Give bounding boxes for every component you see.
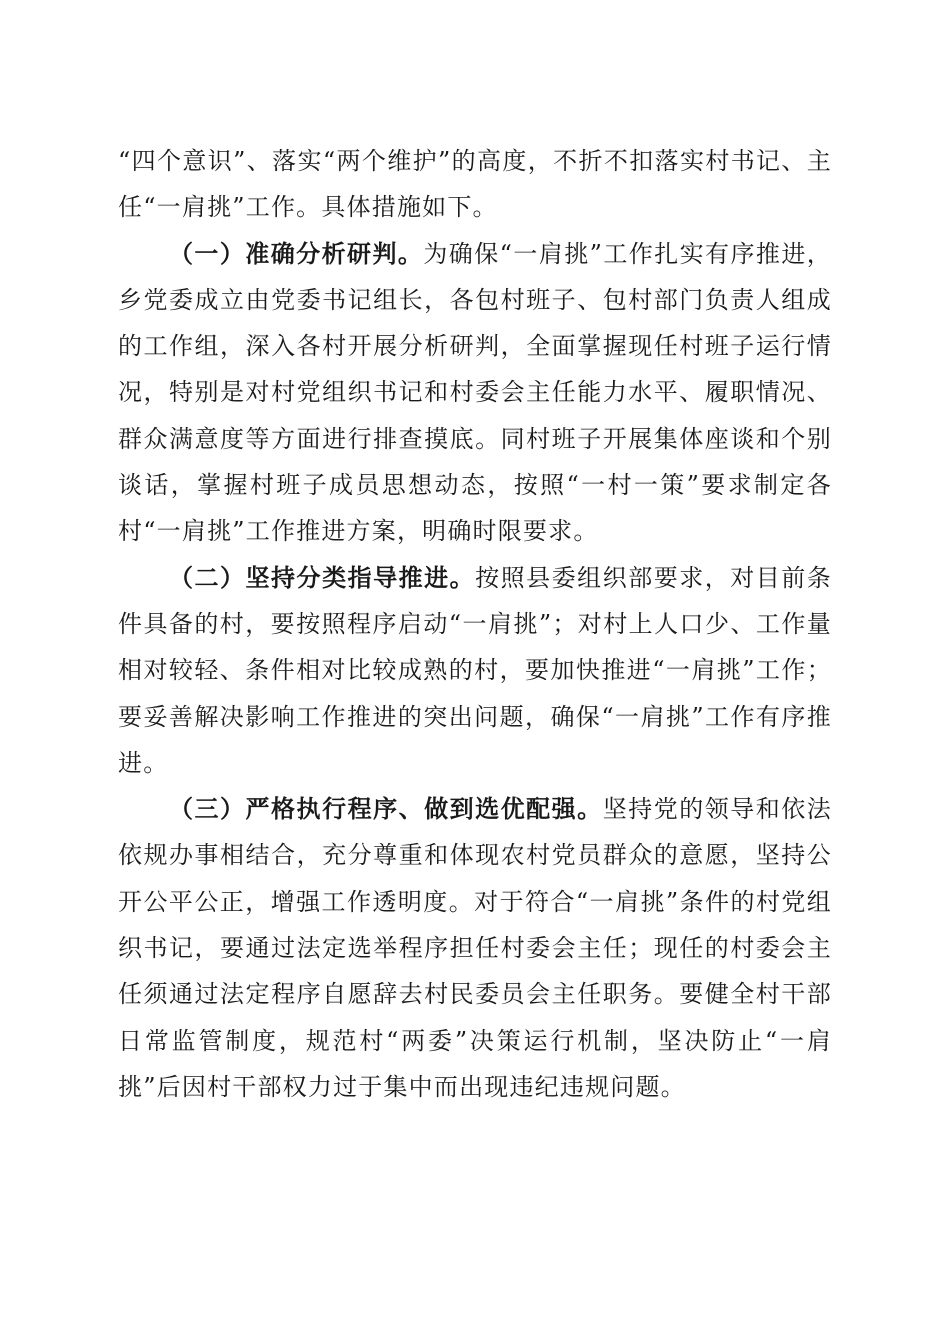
paragraph-text: 为确保“一肩挑”工作扎实有序推进，乡党委成立由党委书记组长，各包村班子、包村部门负责人组成的工作组，深入各村开展分析研判，全面掌握现任村班子运行情况，特别是对村党组织书记和村委会主任能力水平、履职情况、群众满意度等方面进行排查摸底。同村班子开展集体座谈和个别谈话，掌握村班子成员思想动态，按照“一村一策”要求制定各村“一肩挑”工作推进方案，明确时限要求。 [118, 239, 832, 546]
paragraph-guidance [118, 555, 832, 786]
paragraph-heading: （一）准确分析研判。 [169, 239, 424, 268]
paragraph-procedure [118, 786, 832, 1110]
paragraph-text: 坚持党的领导和依法依规办事相结合，充分尊重和体现农村党员群众的意愿，坚持公开公平公正，增强工作透明度。对于符合“一肩挑”条件的村党组织书记，要通过法定选举程序担任村委会主任；现任的村委会主任须通过法定程序自愿辞去村民委员会主任职务。要健全村干部日常监管制度，规范村“两委”决策运行机制，坚决防止“一肩挑”后因村干部权力过于集中而出现违纪违规问题。 [118, 795, 832, 1101]
paragraph-heading: （三）严格执行程序、做到选优配强。 [169, 795, 603, 824]
paragraph-text: “四个意识”、落实“两个维护”的高度，不折不扣落实村书记、主任“一肩挑”工作。具体措施如下。 [118, 147, 832, 222]
paragraph-analysis [118, 231, 832, 555]
document-body [118, 138, 832, 1110]
paragraph-text: 按照县委组织部要求，对目前条件具备的村，要按照程序启动“一肩挑”；对村上人口少、工作量相对较轻、条件相对比较成熟的村，要加快推进“一肩挑”工作；要妥善解决影响工作推进的突出问题，确保“一肩挑”工作有序推进。 [118, 563, 832, 777]
paragraph-heading: （二）坚持分类指导推进。 [169, 563, 476, 592]
paragraph-continuation [118, 138, 832, 231]
